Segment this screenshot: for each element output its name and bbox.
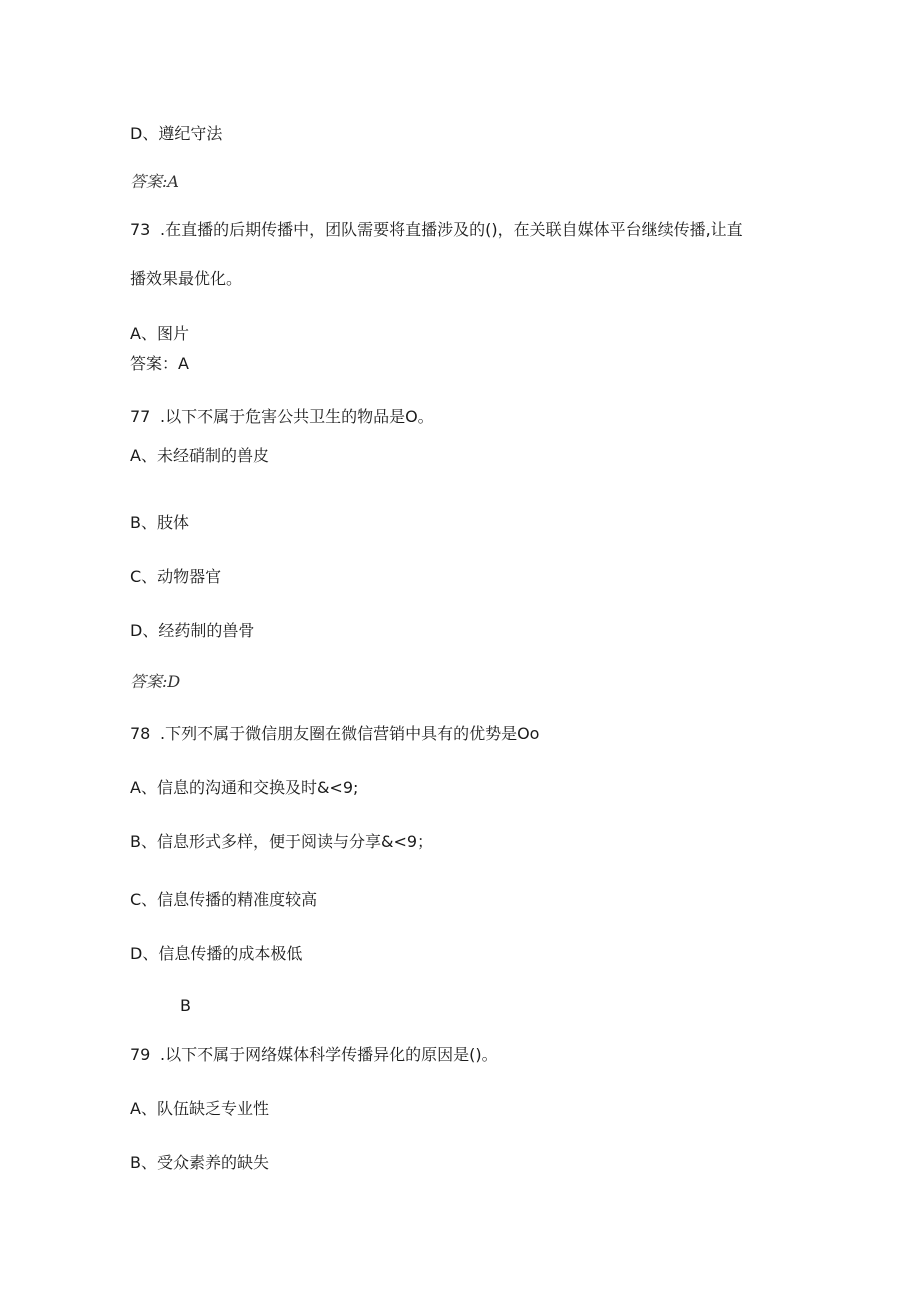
- question-number: 77: [130, 407, 151, 426]
- answer-line: 答案：A: [130, 354, 189, 373]
- answer-line: 答案:D: [130, 672, 181, 691]
- question-78: [130, 723, 539, 745]
- question-79: [130, 1044, 498, 1066]
- option-a: A、图片: [130, 324, 189, 343]
- answer-line: 答案:A: [130, 172, 179, 191]
- question-text: .以下不属于网络媒体科学传播异化的原因是()。: [160, 1045, 498, 1064]
- question-73: [130, 219, 743, 241]
- option-c: C、信息传播的精准度较高: [130, 890, 318, 909]
- question-text: .以下不属于危害公共卫生的物品是O。: [160, 407, 434, 426]
- answer-value: B: [180, 996, 191, 1015]
- question-number: 78: [130, 724, 151, 743]
- question-text: .下列不属于微信朋友圈在微信营销中具有的优势是Oo: [160, 724, 540, 743]
- option-c: C、动物器官: [130, 567, 222, 586]
- question-77: [130, 406, 434, 428]
- option-b: B、受众素养的缺失: [130, 1153, 269, 1172]
- option-a: A、队伍缺乏专业性: [130, 1099, 269, 1118]
- option-d: D、遵纪守法: [130, 124, 223, 143]
- option-a: A、信息的沟通和交换及时&<9;: [130, 778, 359, 797]
- question-text: .在直播的后期传播中，团队需要将直播涉及的()，在关联自媒体平台继续传播,让直: [160, 220, 743, 239]
- option-b: B、肢体: [130, 513, 189, 532]
- question-number: 73: [130, 220, 151, 239]
- question-73-continuation: 播效果最优化。: [130, 269, 243, 288]
- option-a: A、未经硝制的兽皮: [130, 446, 269, 465]
- option-b: B、信息形式多样，便于阅读与分享&<9；: [130, 832, 434, 851]
- option-d: D、经药制的兽骨: [130, 621, 255, 640]
- question-number: 79: [130, 1045, 151, 1064]
- option-d: D、信息传播的成本极低: [130, 944, 303, 963]
